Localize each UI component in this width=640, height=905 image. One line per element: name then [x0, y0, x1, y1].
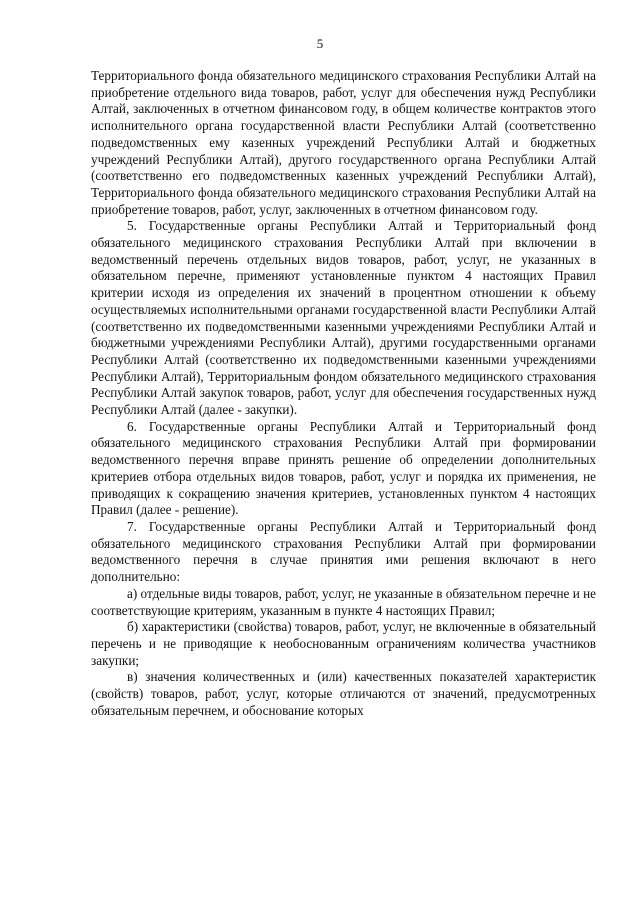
paragraph-subclause-v: в) значения количественных и (или) качественных показателей характеристик (свойств) товаров, работ, услуг, которые отличаются от значений, предусмотренных обязательным перечнем, и обоснование которых	[91, 669, 596, 718]
paragraph-clause-5: 5. Государственные органы Республики Алтай и Территориальный фонд обязательного медицинского страхования Республики Алтай при включении в ведомственный перечень отдельных видов товаров, работ, услуг, не указанных в обязательном перечне, применяют установленные пунктом 4 настоящих Правил критерии исходя из определения их значений в процентном отношении к объему осуществляемых исполнительными органами государственной власти Республики Алтай (соответственно их подведомственными казенными учреждениями Республики Алтай и бюджетными учреждениями Республики Алтай), другими государственными органами Республики Алтай (соответственно их подведомственными казенными учреждениями Республики Алтай), Территориальным фондом обязательного медицинского страхования Республики Алтай закупок товаров, работ, услуг для обеспечения государственных нужд Республики Алтай (далее - закупки).	[91, 218, 596, 418]
paragraph-continuation: Территориального фонда обязательного медицинского страхования Республики Алтай на приобретение отдельного вида товаров, работ, услуг для обеспечения нужд Республики Алтай, заключенных в отчетном финансовом году, в общем количестве контрактов этого исполнительного органа государственной власти Республики Алтай (соответственно подведомственных ему казенных учреждений Республики Алтай и бюджетных учреждений Республики Алтай), другого государственного органа Республики Алтай (соответственно его подведомственных казенных учреждений Республики Алтай), Территориального фонда обязательного медицинского страхования Республики Алтай на приобретение товаров, работ, услуг, заключенных в отчетном финансовом году.	[91, 68, 596, 217]
document-body	[91, 68, 596, 719]
paragraph-subclause-b: б) характеристики (свойства) товаров, работ, услуг, не включенные в обязательный перечень и не приводящие к необоснованным ограничениям количества участников закупки;	[91, 619, 596, 668]
paragraph-clause-7: 7. Государственные органы Республики Алтай и Территориальный фонд обязательного медицинского страхования Республики Алтай при формировании ведомственного перечня в случае принятия ими решения включают в него дополнительно:	[91, 518, 596, 585]
page-number: 5	[316, 36, 324, 51]
paragraph-subclause-a: а) отдельные виды товаров, работ, услуг, не указанные в обязательном перечне и не соответствующие критериям, указанным в пункте 4 настоящих Правил;	[91, 585, 596, 618]
paragraph-clause-6: 6. Государственные органы Республики Алтай и Территориальный фонд обязательного медицинского страхования Республики Алтай при формировании ведомственного перечня вправе принять решение об определении дополнительных критериев отбора отдельных видов товаров, работ, услуг и порядка их применения, не приводящих к сокращению значения критериев, установленных пунктом 4 настоящих Правил (далее - решение).	[91, 418, 596, 518]
